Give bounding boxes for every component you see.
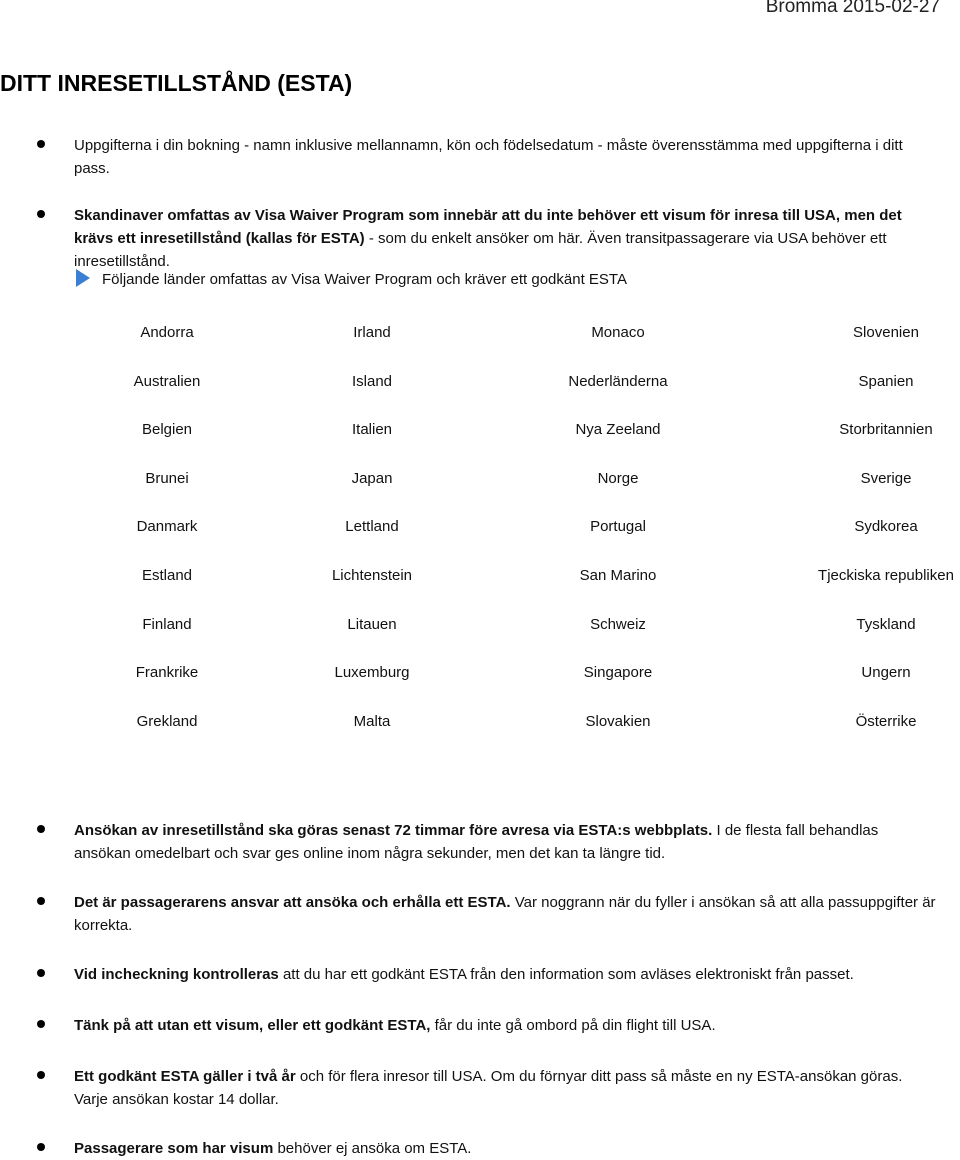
info-bullet-1-bold: Ansökan av inresetillstånd ska göras senast 72 timmar före avresa via ESTA:s webbplats. <box>74 822 713 839</box>
info-bullet-4-bold: Tänk på att utan ett visum, eller ett godkänt ESTA, <box>74 1017 431 1034</box>
country-name: Nederländerna <box>568 373 668 390</box>
bullet-dot-icon <box>37 897 45 905</box>
info-bullet-5-text: och för flera inresor till USA. Om du förnyar ditt pass så måste en ny ESTA-ansökan göras. Varje ansökan kostar 14 dollar. <box>74 1068 903 1108</box>
bullet-dot-icon <box>37 1071 45 1079</box>
country-list-intro: Följande länder omfattas av Visa Waiver Program och kräver ett godkänt ESTA <box>102 271 627 288</box>
country-name: Finland <box>142 616 192 633</box>
bullet-dot-icon <box>37 1143 45 1151</box>
intro-bullet-1-text: Uppgifterna i din bokning - namn inklusive mellannamn, kön och födelsedatum - måste överensstämma med uppgifterna i ditt pass. <box>74 137 903 177</box>
country-name: Lettland <box>345 518 399 535</box>
country-name: Estland <box>141 567 193 584</box>
country-name: Monaco <box>591 324 645 341</box>
country-name: Storbritannien <box>839 421 933 438</box>
country-name: Portugal <box>590 518 646 535</box>
country-row <box>0 664 960 686</box>
country-name: Sydkorea <box>854 518 918 535</box>
country-name: Australien <box>133 373 201 390</box>
bullet-dot-icon <box>37 1020 45 1028</box>
info-bullet-4-text: får du inte gå ombord på din flight till USA. <box>430 1017 716 1034</box>
country-name: Luxemburg <box>334 664 410 681</box>
triangle-right-icon <box>76 269 90 287</box>
country-name: Sverige <box>860 470 912 487</box>
country-name: Tyskland <box>856 616 916 633</box>
country-name: Singapore <box>583 664 653 681</box>
country-name: Japan <box>351 470 393 487</box>
info-bullet-3-text: att du har ett godkänt ESTA från den information som avläses elektroniskt från passet. <box>278 966 854 983</box>
country-name: Spanien <box>858 373 914 390</box>
country-name: Malta <box>353 713 391 730</box>
info-bullet-6-text: behöver ej ansöka om ESTA. <box>273 1140 472 1157</box>
intro-bullet-1 <box>74 134 938 180</box>
country-name: Österrike <box>855 713 917 730</box>
country-name: Irland <box>353 324 391 341</box>
country-row <box>0 518 960 540</box>
bullet-dot-icon <box>37 140 45 148</box>
info-bullet-6 <box>74 1137 938 1160</box>
country-name: Frankrike <box>135 664 199 681</box>
info-bullet-6-bold: Passagerare som har visum <box>74 1140 274 1157</box>
info-bullet-3 <box>74 963 938 986</box>
country-row <box>0 567 960 589</box>
country-name: Italien <box>351 421 393 438</box>
info-bullet-2-text: Var noggrann när du fyller i ansökan så att alla passuppgifter är korrekta. <box>74 894 936 934</box>
header-date: Bromma 2015-02-27 <box>765 0 940 17</box>
info-bullet-2 <box>74 891 938 937</box>
bullet-dot-icon <box>37 969 45 977</box>
country-name: Ungern <box>861 664 911 681</box>
country-name: Island <box>351 373 393 390</box>
info-bullet-1-text: I de flesta fall behandlas ansökan omedelbart och svar ges online inom några sekunder, men det kan ta längre tid. <box>74 822 879 862</box>
country-name: Litauen <box>347 616 397 633</box>
info-bullet-5 <box>74 1065 938 1111</box>
country-name: Andorra <box>140 324 194 341</box>
info-bullet-4 <box>74 1014 938 1037</box>
info-bullet-3-bold: Vid incheckning kontrolleras <box>74 966 279 983</box>
country-name: Schweiz <box>590 616 646 633</box>
country-name: San Marino <box>579 567 657 584</box>
country-row <box>0 373 960 395</box>
intro-bullet-2 <box>74 204 938 273</box>
bullet-dot-icon <box>37 210 45 218</box>
country-row <box>0 616 960 638</box>
country-row <box>0 421 960 443</box>
country-name: Grekland <box>136 713 198 730</box>
country-name: Tjeckiska republiken <box>818 567 954 584</box>
country-name: Norge <box>597 470 639 487</box>
info-bullet-5-bold: Ett godkänt ESTA gäller i två år <box>74 1068 296 1085</box>
intro-bullet-2-bold: Skandinaver omfattas av Visa Waiver Program som innebär att du inte behöver ett visum för inresa till USA, men det krävs ett inresetillstånd (kallas för ESTA) <box>74 207 902 247</box>
country-row <box>0 713 960 735</box>
country-name: Danmark <box>136 518 198 535</box>
country-name: Belgien <box>141 421 193 438</box>
bullet-dot-icon <box>37 825 45 833</box>
country-row <box>0 470 960 492</box>
info-bullet-2-bold: Det är passagerarens ansvar att ansöka och erhålla ett ESTA. <box>74 894 511 911</box>
country-name: Slovenien <box>853 324 919 341</box>
country-row <box>0 324 960 346</box>
page-title: DITT INRESETILLSTÅND (ESTA) <box>0 70 353 96</box>
info-bullet-1 <box>74 819 938 865</box>
country-name: Slovakien <box>585 713 651 730</box>
country-name: Lichtenstein <box>331 567 413 584</box>
intro-bullet-2-text: - som du enkelt ansöker om här. Även transitpassagerare via USA behöver ett inresetillstånd. <box>74 230 887 270</box>
country-name: Nya Zeeland <box>575 421 661 438</box>
country-name: Brunei <box>145 470 189 487</box>
